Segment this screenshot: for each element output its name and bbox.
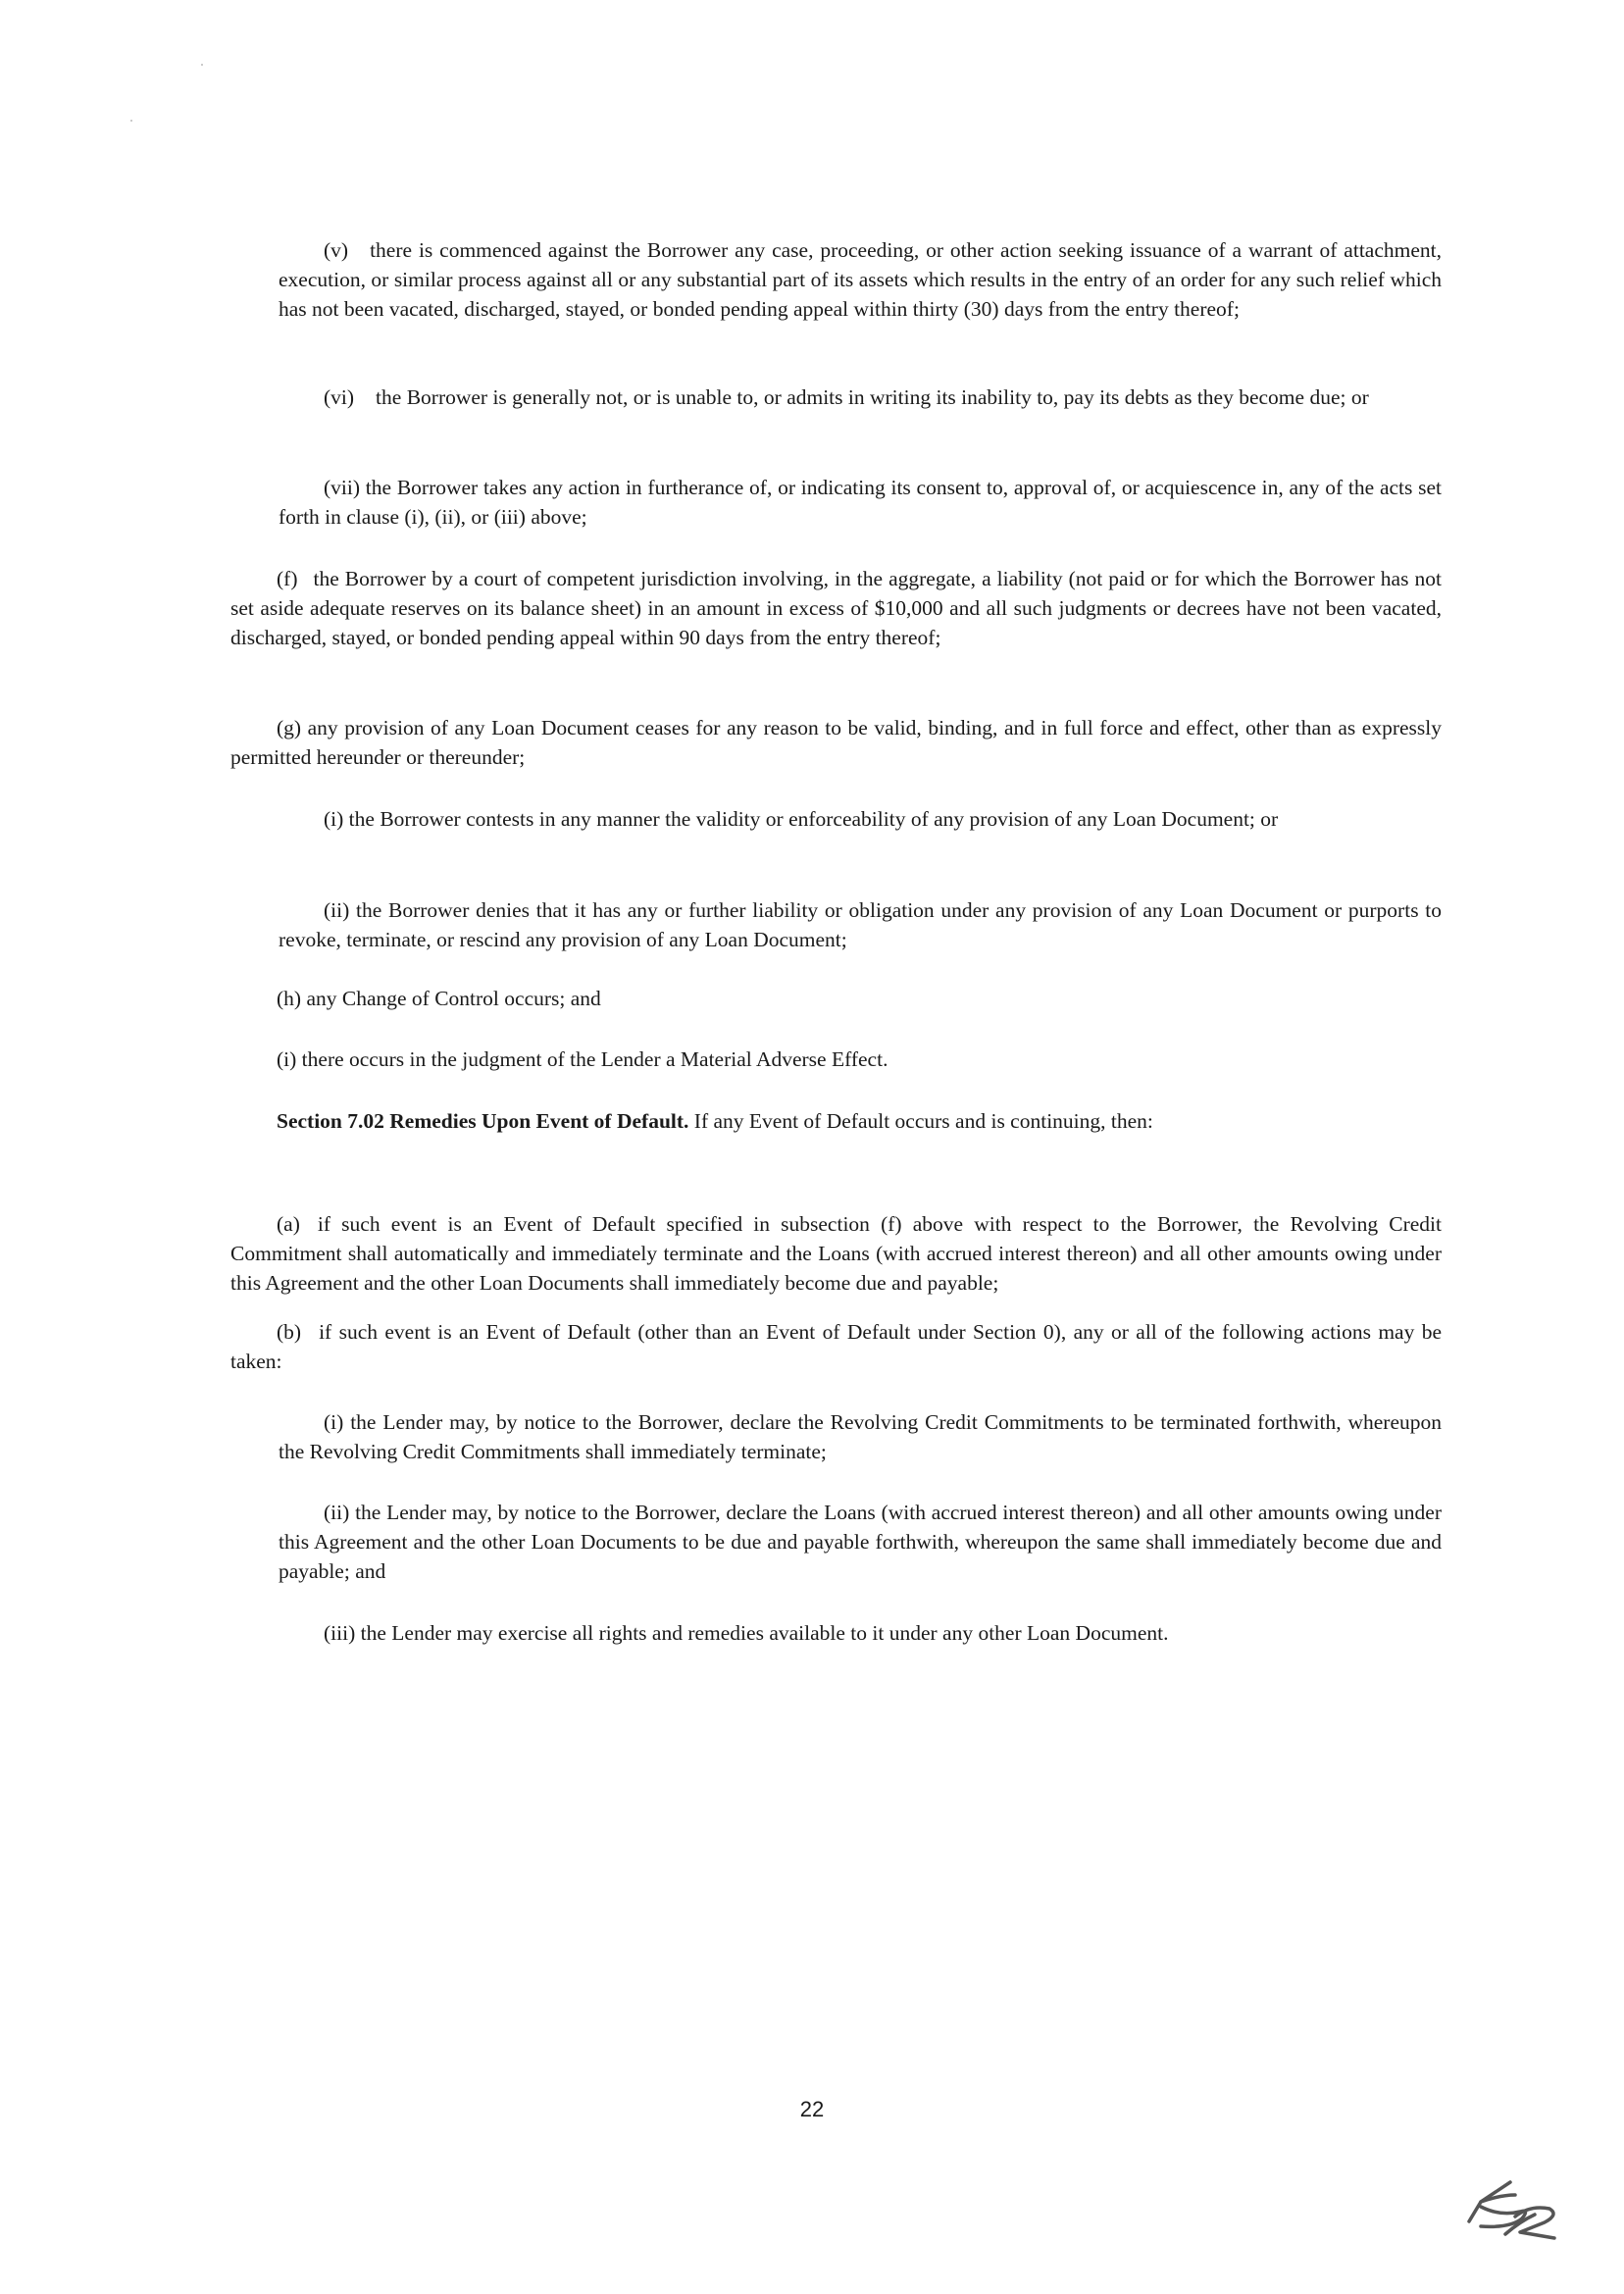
section-heading: Section 7.02 Remedies Upon Event of Default.	[277, 1109, 689, 1133]
clause-text: the Borrower denies that it has any or further liability or obligation under any provision of any Loan Document or purports to revoke, terminate, or rescind any provision of any Loan Document;	[279, 898, 1442, 951]
clause-label: (b)	[277, 1320, 302, 1344]
clause-text: the Lender may, by notice to the Borrower, declare the Revolving Credit Commitments to be terminated forthwith, whereupon the Revolving Credit Commitments shall immediately terminate;	[279, 1410, 1442, 1463]
clause-label: (f)	[277, 567, 298, 590]
clause-h	[230, 984, 1442, 1013]
clause-i	[230, 1045, 1442, 1074]
clause-text: there occurs in the judgment of the Lender a Material Adverse Effect.	[301, 1047, 888, 1071]
clause-b	[230, 1317, 1442, 1376]
clause-label: (vi)	[324, 385, 355, 409]
clause-text: the Borrower takes any action in furtherance of, or indicating its consent to, approval of, or acquiescence in, any of the acts set forth in clause (i), (ii), or (iii) above;	[279, 476, 1443, 529]
clause-label: (g)	[277, 716, 302, 739]
clause-text: if such event is an Event of Default (other than an Event of Default under Section 0), any or all of the following actions may be taken:	[230, 1320, 1442, 1373]
clause-a	[230, 1209, 1442, 1298]
clause-label: (vii)	[324, 476, 361, 499]
clause-label: (ii)	[324, 898, 350, 922]
clause-label: (a)	[277, 1212, 300, 1236]
clause-f	[230, 564, 1442, 652]
clause-text: if such event is an Event of Default specified in subsection (f) above with respect to the Borrower, the Revolving Credit Commitment shall automatically and immediately terminate and the Loans (with accrued interest thereon) and all other amounts owing under this Agreement and the other Loan Documents shall immediately become due and payable;	[230, 1212, 1442, 1295]
page-number: 22	[799, 2097, 825, 2121]
clause-g-ii	[279, 895, 1442, 954]
clause-v	[279, 235, 1442, 324]
clause-label: (i)	[324, 807, 344, 831]
clause-b-i	[279, 1407, 1442, 1466]
clause-label: (h)	[277, 987, 302, 1010]
clause-label: (i)	[324, 1410, 344, 1434]
clause-text: there is commenced against the Borrower any case, proceeding, or other action seeking issuance of a warrant of attachment, execution, or similar process against all or any substantial part of its assets which results in the entry of an order for any such relief which has not been vacated, discharged, stayed, or bonded pending appeal within thirty (30) days from the entry thereof;	[279, 238, 1442, 321]
section-text: If any Event of Default occurs and is continuing, then:	[693, 1109, 1153, 1133]
clause-text: the Lender may exercise all rights and remedies available to it under any other Loan Document.	[360, 1621, 1169, 1645]
clause-vii	[279, 473, 1442, 532]
clause-text: any provision of any Loan Document ceases for any reason to be valid, binding, and in full force and effect, other than as expressly permitted hereunder or thereunder;	[230, 716, 1442, 769]
scan-speck	[130, 120, 132, 122]
clause-label: (iii)	[324, 1621, 356, 1645]
clause-text: the Borrower contests in any manner the validity or enforceability of any provision of any Loan Document; or	[348, 807, 1279, 831]
clause-g-i	[279, 804, 1442, 834]
clause-label: (v)	[324, 238, 349, 262]
clause-b-iii	[279, 1618, 1442, 1648]
handwritten-initials-signature	[1461, 2167, 1569, 2246]
clause-label: (i)	[277, 1047, 297, 1071]
clause-text: any Change of Control occurs; and	[306, 987, 601, 1010]
clause-text: the Borrower by a court of competent jurisdiction involving, in the aggregate, a liability (not paid or for which the Borrower has not set aside adequate reserves on its balance sheet) in an amount in excess of $10,000 and all such judgments or decrees have not been vacated, discharged, stayed, or bonded pending appeal within 90 days from the entry thereof;	[230, 567, 1442, 649]
clause-label: (ii)	[324, 1501, 350, 1524]
clause-text: the Lender may, by notice to the Borrower, declare the Loans (with accrued interest thereon) and all other amounts owing under this Agreement and the other Loan Documents to be due and payable forthwith, whereupon the same shall immediately become due and payable; and	[279, 1501, 1442, 1583]
clause-text: the Borrower is generally not, or is unable to, or admits in writing its inability to, pay its debts as they become due; or	[376, 385, 1369, 409]
clause-g	[230, 713, 1442, 772]
scan-speck	[201, 64, 203, 66]
clause-b-ii	[279, 1498, 1442, 1586]
clause-vi	[279, 382, 1442, 412]
section-7-02	[230, 1106, 1442, 1136]
